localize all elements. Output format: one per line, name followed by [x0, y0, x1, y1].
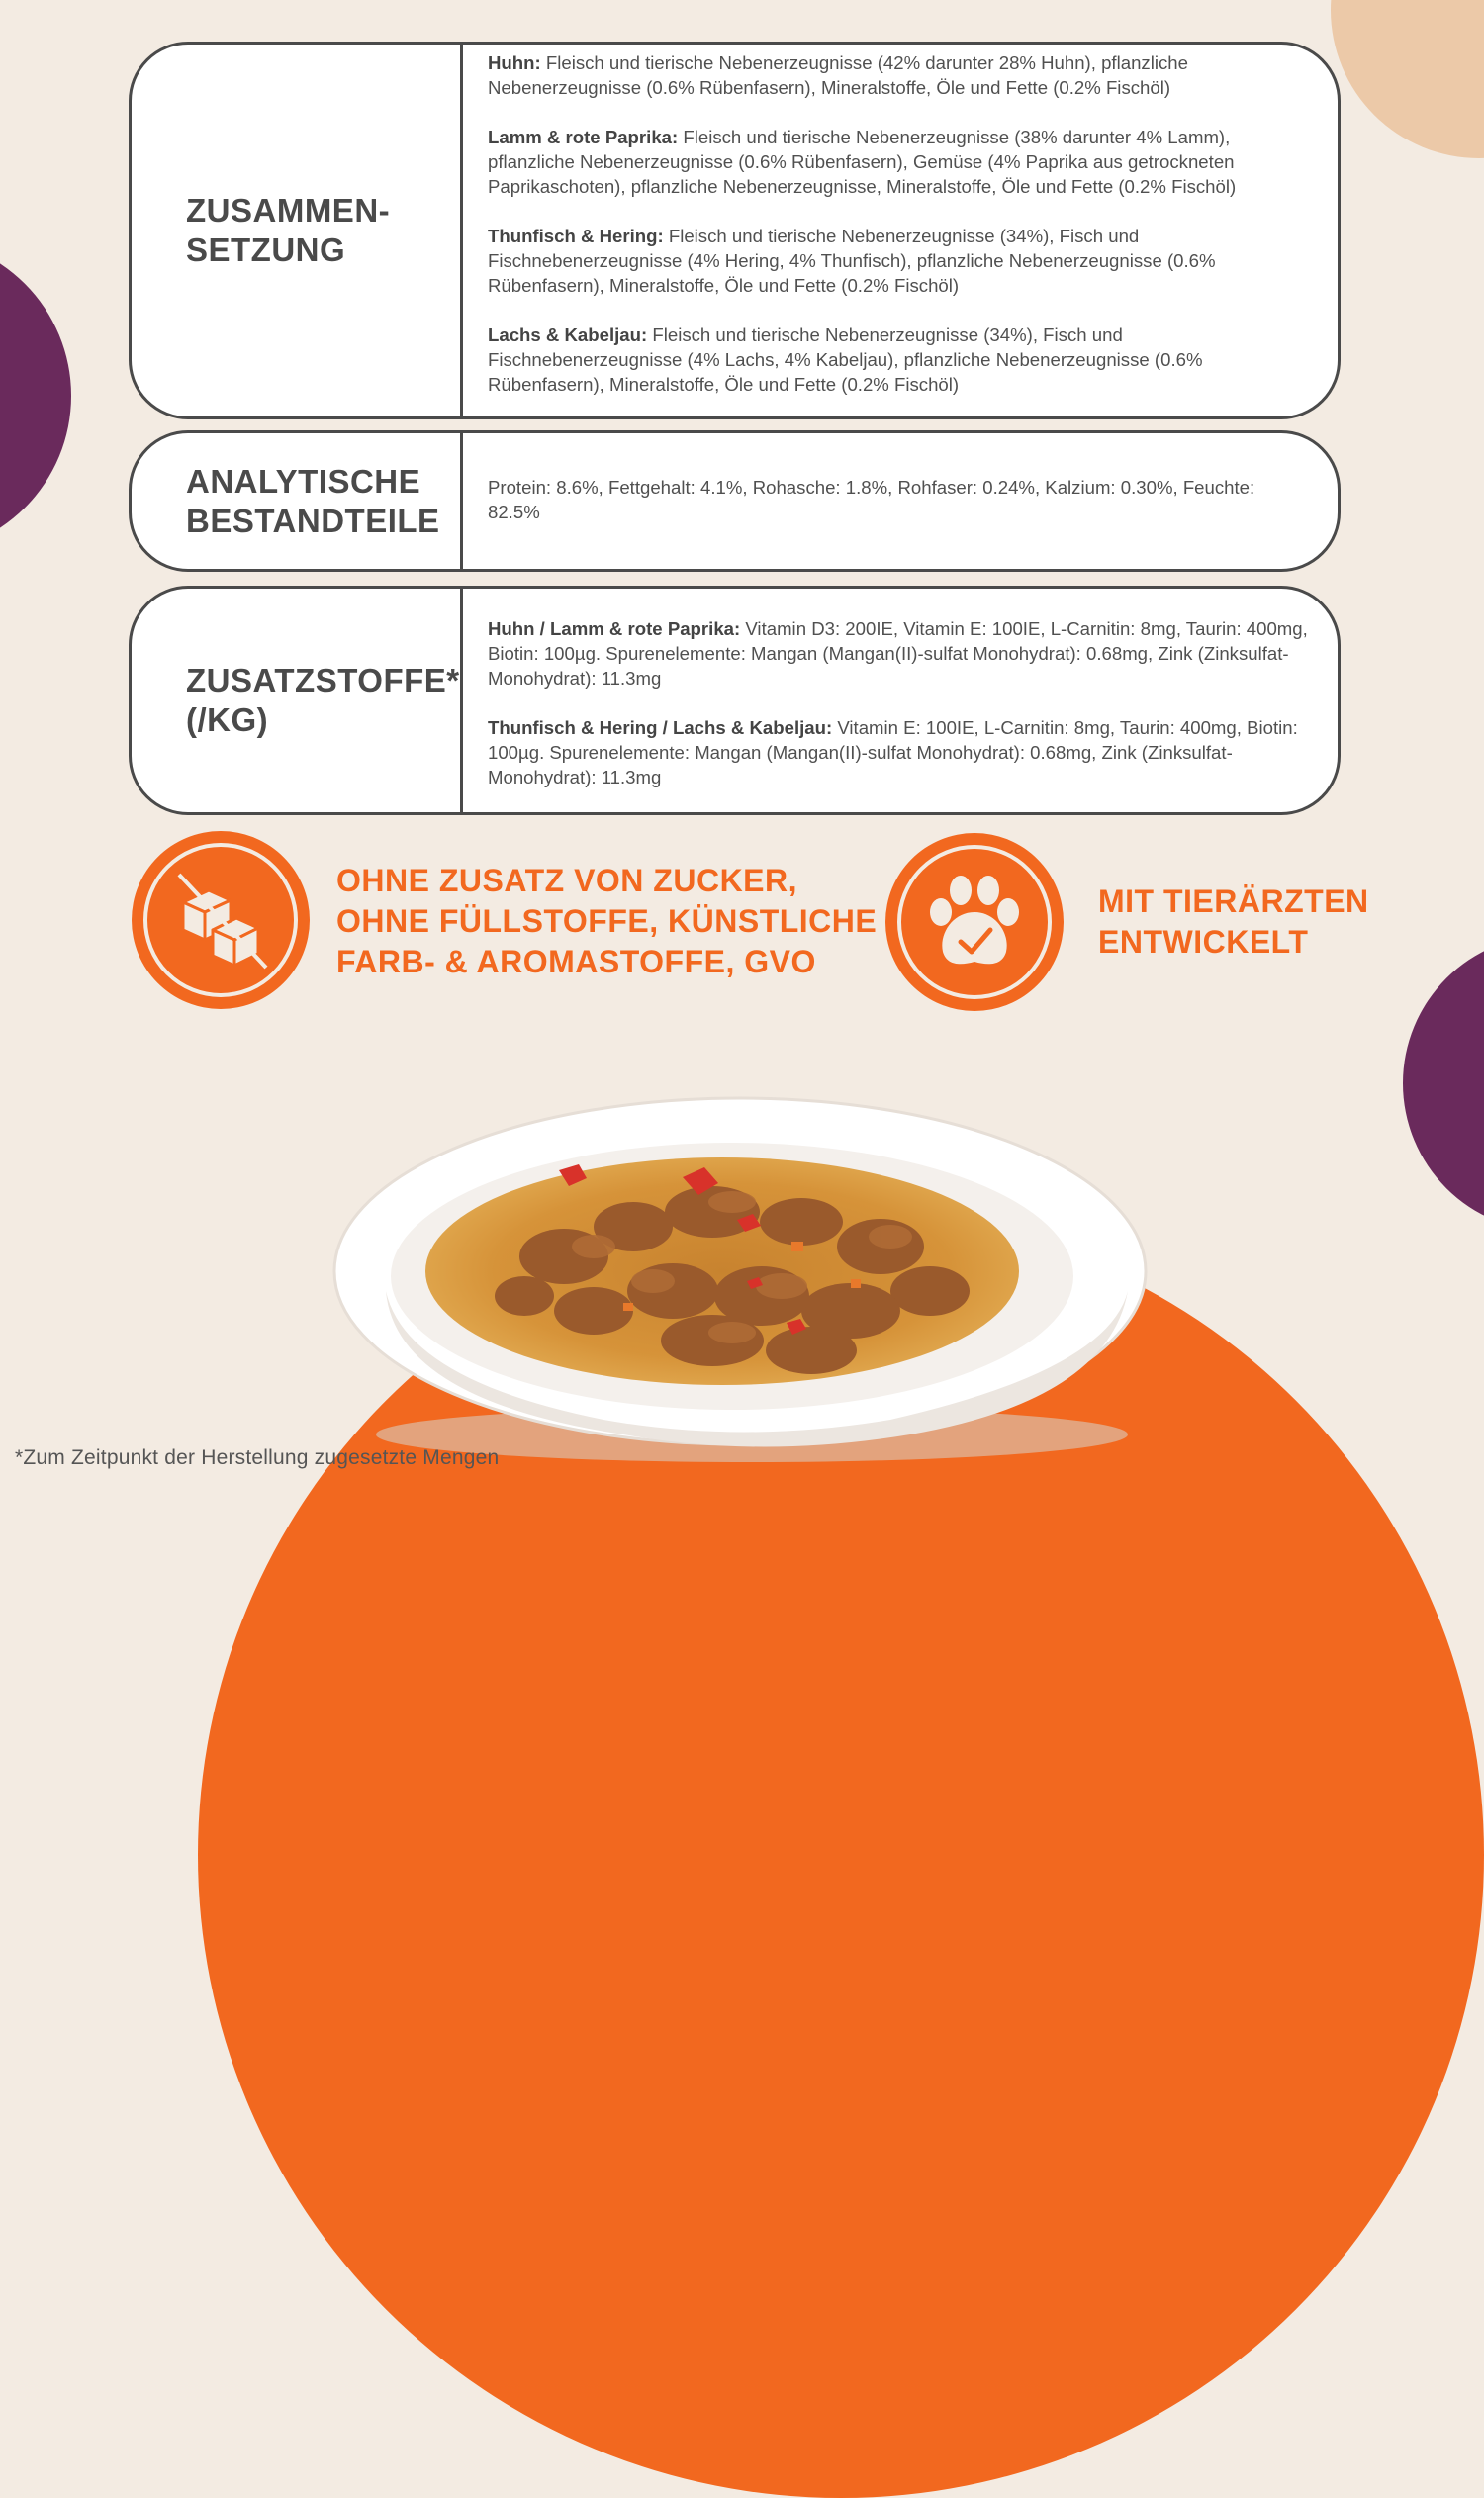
additives-panel	[129, 586, 1341, 815]
decorative-circle-peach	[1331, 0, 1484, 158]
vet-claim	[1098, 881, 1369, 963]
decorative-circle-purple-right	[1403, 935, 1484, 1232]
no-sugar-claim-line3: FARB- & AROMASTOFFE, GVO	[336, 944, 816, 979]
additives-label-line2: (/KG)	[186, 701, 269, 738]
analytics-body	[463, 433, 1338, 569]
vet-claim-line1: MIT TIERÄRZTEN	[1098, 883, 1369, 919]
entry-name: Huhn:	[488, 52, 541, 73]
composition-body	[463, 45, 1338, 416]
entry-name: Thunfisch & Hering:	[488, 226, 664, 246]
entry-text: Fleisch und tierische Nebenerzeugnisse (34%), Fisch und Fischnebenerzeugnisse (4% Lachs, 4% Kabeljau), pflanzliche Nebenerzeugnisse (0.6% Rübenfasern), Mineralstoffe, Öle und Fette (0.2% Fischöl)	[488, 324, 1203, 395]
additives-label-line1: ZUSATZSTOFFE*	[186, 662, 460, 698]
vet-claim-line2: ENTWICKELT	[1098, 924, 1309, 960]
composition-label	[132, 45, 463, 416]
composition-entry	[488, 125, 1308, 199]
additives-label	[132, 589, 463, 812]
no-sugar-cubes-icon	[161, 861, 280, 979]
entry-name: Huhn / Lamm & rote Paprika:	[488, 618, 741, 639]
analytics-panel	[129, 430, 1341, 572]
no-sugar-claim-line1: OHNE ZUSATZ VON ZUCKER,	[336, 863, 798, 898]
entry-name: Thunfisch & Hering / Lachs & Kabeljau:	[488, 717, 833, 738]
analytics-text: Protein: 8.6%, Fettgehalt: 4.1%, Rohasche: 1.8%, Rohfaser: 0.24%, Kalzium: 0.30%, Feuchte: 82.5%	[488, 477, 1255, 522]
additives-entry	[488, 616, 1308, 691]
decorative-circle-purple-left	[0, 237, 71, 554]
additives-body	[463, 589, 1338, 812]
food-bowl-image	[297, 1044, 1187, 1484]
vet-badge	[885, 833, 1064, 1011]
entry-text: Fleisch und tierische Nebenerzeugnisse (42% darunter 28% Huhn), pflanzliche Nebenerzeugnisse (0.6% Rübenfasern), Mineralstoffe, Öle und Fette (0.2% Fischöl)	[488, 52, 1188, 98]
entry-text: Vitamin E: 100IE, L-Carnitin: 8mg, Taurin: 400mg, Biotin: 100µg. Spurenelemente: Mangan (Mangan(II)-sulfat Monohydrat): 0.68mg, Zink (Zinksulfat-Monohydrat): 11.3mg	[488, 717, 1298, 787]
composition-entry	[488, 323, 1308, 397]
composition-label-line1: ZUSAMMEN-	[186, 192, 391, 229]
composition-entry	[488, 224, 1308, 298]
composition-entry	[488, 50, 1308, 100]
no-sugar-badge	[132, 831, 310, 1009]
paw-check-icon	[915, 863, 1034, 981]
entry-name: Lachs & Kabeljau:	[488, 324, 648, 345]
analytics-label	[132, 433, 463, 569]
footnote: *Zum Zeitpunkt der Herstellung zugesetzte Mengen	[15, 1446, 500, 1469]
entry-text: Fleisch und tierische Nebenerzeugnisse (38% darunter 4% Lamm), pflanzliche Nebenerzeugnisse (0.6% Rübenfasern), Gemüse (4% Paprika aus getrockneten Paprikaschoten), pflanzliche Nebenerzeugnisse, Mineralstoffe, Öle und Fette (0.2% Fischöl)	[488, 127, 1237, 197]
additives-entry	[488, 715, 1308, 789]
no-sugar-claim	[336, 861, 877, 982]
entry-text: Fleisch und tierische Nebenerzeugnisse (34%), Fisch und Fischnebenerzeugnisse (4% Hering, 4% Thunfisch), pflanzliche Nebenerzeugnisse (0.6% Rübenfasern), Mineralstoffe, Öle und Fette (0.2% Fischöl)	[488, 226, 1216, 296]
analytics-label-line1: ANALYTISCHE	[186, 462, 421, 500]
composition-label-line2: SETZUNG	[186, 231, 346, 268]
analytics-label-line2: BESTANDTEILE	[186, 502, 440, 539]
composition-panel	[129, 42, 1341, 419]
entry-name: Lamm & rote Paprika:	[488, 127, 679, 147]
entry-text: Vitamin D3: 200IE, Vitamin E: 100IE, L-Carnitin: 8mg, Taurin: 400mg, Biotin: 100µg. Spurenelemente: Mangan (Mangan(II)-sulfat Monohydrat): 0.68mg, Zink (Zinksulfat-Monohydrat): 11.3mg	[488, 618, 1308, 689]
no-sugar-claim-line2: OHNE FÜLLSTOFFE, KÜNSTLICHE	[336, 903, 878, 939]
